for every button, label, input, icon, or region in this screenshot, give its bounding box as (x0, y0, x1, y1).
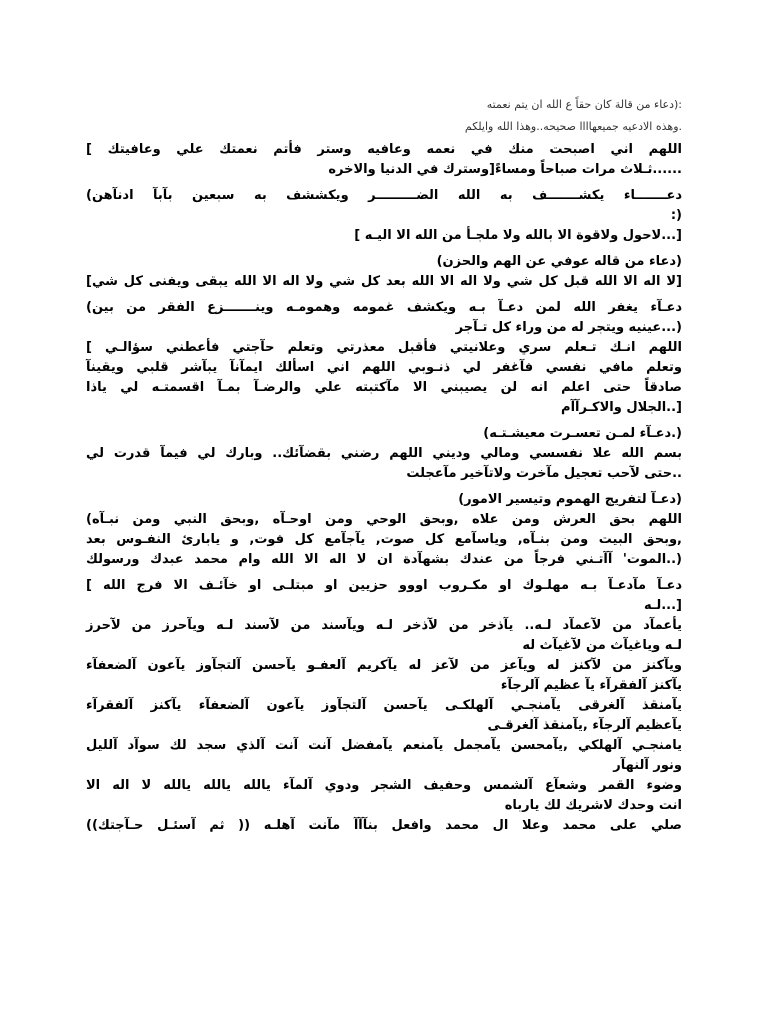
text-line: ,وبحق البيت ومن بنـآه, وياسآمع كل صوت, يآجآمع كل فوت, و يابارئ النفـوس بعد (86, 532, 682, 547)
text-line: دعـآء يغفر الله لمن دعـآ بـه ويكشف غمومه وهمومـه وينـــــــزع الفقر من بين) (86, 300, 682, 315)
text-line: اللهم بحق العرش ومن علاه ,وبحق الوحي ومن اوحـآه ,وبحق النبي ومن نبـآه) (86, 512, 682, 527)
text-line: (: (670, 208, 682, 223)
text-line: (...عينيه ويتجر له من وراء كل تـآجر (455, 320, 682, 335)
text-line: [..الجلال والاكـرآآم (561, 400, 682, 415)
text-line: ويآكنز من لآكنز له ويآعز من لآعز له يآكريم آلعفـو يآحسن آلتجآوز يآعون آلضعفآء (86, 658, 682, 673)
prayer-text (86, 140, 682, 836)
section-heading: (.دعـآء لمـن تعسـرت معيشـتـه) (483, 426, 682, 441)
text-line: وضوء القمر وشعآع آلشمس وحفيف الشجر ودوي آلمآء يالله يالله يالله لا اله الا (86, 778, 682, 793)
text-line: صادقاً حتى اعلم انه لن يصيبني الا مآكتبته علي والرضـآ بمـآ اقسمتـه لي ياذا (86, 380, 682, 395)
intro-line: .وهذه الادعيه جميعهاااا صحيحه..وهذا الله وايلكم (464, 120, 682, 133)
text-line: دعـــــــاء يكشـــــــف به الله الضـــــــــر ويكششف به سبعين بآبآ ادنآهن) (86, 188, 682, 203)
section-heading: (دعاء من قاله عوفي عن الهم والحزن) (436, 254, 682, 269)
text-line: [لا اله الا الله قبل كل شي ولا اله الا الله بعد كل شي ولا اله الا الله يبقى ويفنى كل شي] (86, 274, 682, 289)
text-line: يامنجـي آلهلكي ,يآمحسن يآمجمل يآمنعم يآمفضل آنت آنت آلذي سجد لك سوآد آلليل (86, 738, 682, 753)
text-line: انت وحدك لاشريك لك يارباه (504, 798, 682, 813)
text-line: يآمنقذ آلغرقى يآمنجـي آلهلكـى يآحسن آلتجآوز يآعون آلضعفآء يآكنز آلفقرآء (86, 698, 682, 713)
text-line: لـه وياغيآث من لآغيآث له (522, 638, 682, 653)
text-line: اللهم اني اصبحت منك في نعمه وعافيه وستر فأتم نعمتك علي وعافيتك ] (86, 142, 682, 157)
intro-line: :(دعاء من قالة كان حقاً ع الله ان يتم نعمته (486, 98, 682, 111)
text-line: [...لـه (644, 598, 682, 613)
text-line: بسم الله علا نفسسي ومالي وديني اللهم رضني بقضآئك.. وبارك لي فيمآ قدرت لي (86, 446, 682, 461)
text-line: يآكنز آلفقرآء يآ عظيم آلرجآء (500, 678, 682, 693)
text-line: صلي على محمد وعلا ال محمد وافعل بنآآآ مآنت آهلـه (( ثم آسئـل حـآجتك)) (86, 818, 682, 833)
text-line: [...لاحول ولاقوة الا بالله ولا ملجـأ من الله الا اليـه ] (354, 228, 682, 243)
text-line: اللهم انـك تـعلم سري وعلانيتي فأقبل معذرتي وتعلم حآجتي فأعطني سؤالـي ] (86, 340, 682, 355)
text-line: يأعمآد من لآعمآد لـه.. يآذخر من لآذخر لـه ويآسند من لآسند لـه ويآحرز من لآحرز (86, 618, 682, 633)
text-line: ..حتى لآحب تعجيل مآخرت ولاتآخير مآعجلت (406, 466, 682, 481)
section-heading: (دعـآ لتفريج الهموم وتيسير الامور) (458, 492, 682, 507)
text-line: يآعظيم آلرجآء ,يآمنقذ آلغرقـى (487, 718, 682, 733)
text-line: (..الموت' آآتـني فرجاً من عندك بشهآدة ان لا اله الا الله وام محمد عبدك ورسولك (86, 552, 682, 567)
text-line: وتعلم مافي نفسي فآغفر لي ذنـوبي اللهم اني اسألك ايمآنآ يبآشر قلبي ويقينآ (86, 360, 682, 375)
text-line: ونور آلنهآر (613, 758, 682, 773)
text-line: دعـآ مآدعـآ بـه مهلـوك او مكـروب اووو حزيين او مبتلـى او خآئـف الا فرج الله ] (86, 578, 682, 593)
text-line: ......ثـلاث مرات صباحاً ومساءً[وسترك في الدنيا والاخره (328, 162, 682, 177)
